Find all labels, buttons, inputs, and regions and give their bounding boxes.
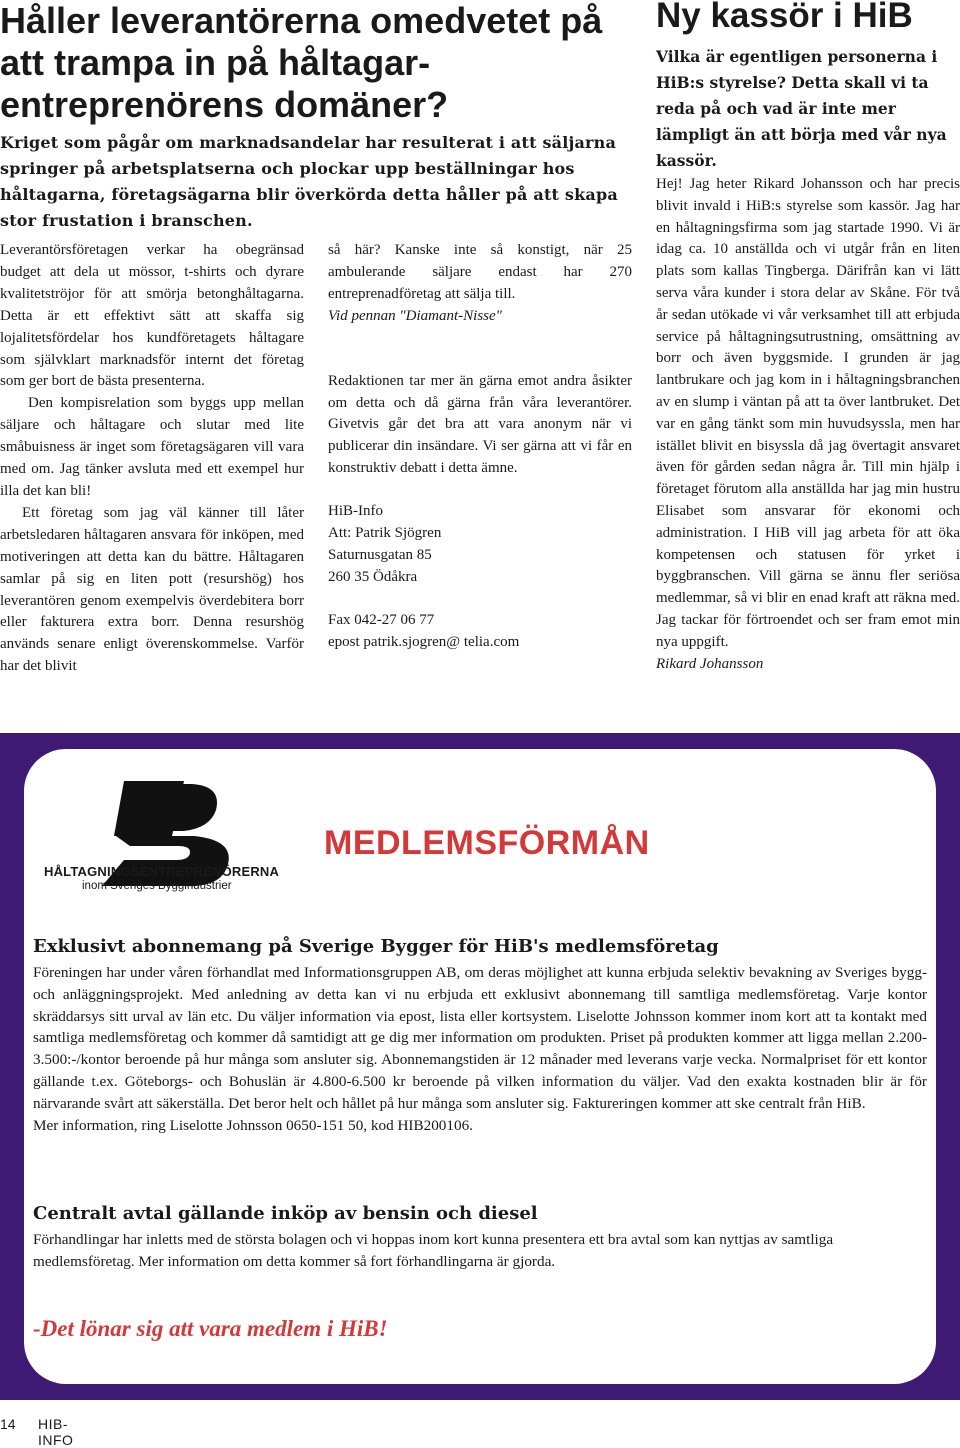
- article-paragraph: Ett företag som jag väl känner till låter arbetsledaren håltagaren ansvara för inköpen, med motiveringen att detta kan du bättre. Håltagaren samlar på sig en liten pott (resurshög) hos leverantören genom exempelvis överdebitera borr eller fakturera extra borr. Denna resurshög används senare enligt överenskommelse. Varför har det blivit: [0, 504, 304, 675]
- article-headline: Håller leverantörerna omedvetet på att trampa in på håltagar-entreprenörens domäner?: [0, 0, 603, 125]
- article-paragraph: Den kompisrelation som byggs upp mellan säljare och håltagare och slutar med lite småbuisness är inget som företagsägaren vill vara med om. Jag tänker avsluta med ett exempel hur illa det kan bli!: [0, 395, 304, 499]
- benefit-paragraph: Förhandlingar har inletts med de största bolagen och vi hoppas inom kort kunna presentera ett bra avtal som kan nyttjas av samtliga medlemsföretag. Mer information om detta kommer så fort förhandlingarna är gjorda.: [33, 1231, 834, 1270]
- address-line: Saturnusgatan 85: [328, 546, 432, 563]
- benefit-body: [33, 962, 927, 1136]
- address-line: 260 35 Ödåkra: [328, 568, 418, 585]
- postal-address: [328, 501, 632, 589]
- article-column-1: [0, 240, 304, 678]
- benefit-contact: Mer information, ring Liselotte Johnsson 0650-151 50, kod HIB200106.: [33, 1116, 473, 1134]
- profile-signature: Rikard Johansson: [656, 655, 764, 672]
- address-line: HiB-Info: [328, 503, 383, 520]
- logo-subtitle: inom Sveriges Byggindustrier: [82, 880, 232, 892]
- profile-lead: Vilka är egentligen personerna i HiB:s styrelse? Detta skall vi ta reda på och vad är inte mer lämpligt än att börja med vår nya kassör.: [656, 47, 947, 170]
- article-paragraph: Leverantörsföretagen verkar ha obegränsad budget att dela ut mössor, t-shirts och dyrare kvalitetströjor för att smörja betonghåltagarna. Detta är ett effektivt sätt att skaffa sig lojalitetsfördelar hos kundföretagets håltagare som självklart marknadsför internt det företag som ger bort de bästa presenterna.: [0, 242, 304, 390]
- benefit-heading: Centralt avtal gällande inköp av bensin och diesel: [33, 1203, 538, 1224]
- profile-body: [656, 174, 960, 675]
- article-paragraph: så här? Kanske inte så konstigt, när 25 ambulerande säljare endast har 270 entreprenadföretag att sälja till.: [328, 242, 632, 302]
- address-line: Att: Patrik Sjögren: [328, 525, 442, 542]
- profile-title: Ny kassör i HiB: [656, 0, 913, 35]
- editorial-note: Redaktionen tar mer än gärna emot andra åsikter om detta och då gärna från våra leverantörer. Givetvis går det bra att vara anonym när vi publicerar din insändare. Vi ser gärna att vi får en konstruktiv debatt i detta ämne.: [328, 372, 632, 477]
- benefit-paragraph: Föreningen har under våren förhandlat med Informationsgruppen AB, om deras möjlighet att kunna erbjuda selektiv bevakning av Sveriges bygg- och anläggningsprojekt. Med anledning av detta kan vi nu erbjuda ett exklusivt abonnemang till samtliga medlemsföretag. Varje kontor skräddarsys sitt urval av län etc. Du väljer information via epost, lista eller kortsystem. Liselotte Johnsson kommer inom kort att ta kontakt med samtliga medlemsföretag och kommer då samtidigt att ge dig mer information om produkten. Priset på produkten kommer att ligga mellan 2.200-3.500:-/kontor beroende på hur många som ansluter sig. Abonnemangstiden är 12 månader med leverans varje vecka. Normalpriset för ett kontor gällande t.ex. Göteborgs- och Bohuslän är 4.800-6.500 kr beroende på vilken information du väljer. Vad den exakta kostnaden blir är för närvarande svårt att säkerställa. Det beror helt och hållet på hur många som ansluter sig. Faktureringen kommer att ske centralt från HiB.: [33, 964, 927, 1112]
- member-slogan: -Det lönar sig att vara medlem i HiB!: [33, 1316, 388, 1341]
- member-benefit-title: MEDLEMSFÖRMÅN: [324, 824, 650, 862]
- profile-paragraph: Hej! Jag heter Rikard Johansson och har precis blivit invald i HiB:s styrelse som kassör. Jag har en håltagningsfirma som jag startade 1990. Vi är idag ca. 10 anställda och vi utgår från en liten plats som kallas Tingberga. Därifrån kan vi lätt serva våra kunder i stora delar av Skåne. För två år sedan utökade vi vår verksamhet till att erbjuda service på håltagningsutrustning, omsättning av borr och även byggsmide. I grunden är jag lantbrukare och jag kom in i håltagningsbranchen av en slump i väntan på att ta över lantbruket. Det var en gång tänkt som min huvudsyssla, men har istället blivit en bisyssla då jag övertagit ansvaret även för gården sedan några år. Till min hjälp i företaget förutom alla anställda har jag min hustru Elisabet som ansvarar för ekonomi och administration. I HiB vill jag arbeta för att öka kompetensen och statusen för yrket i byggbranschen. Vill gärna se ännu fler seriösa medlemmar, så vi blir en enad kraft att räkna med. Jag tackar för förtroendet och ser fram emot min nya uppgift.: [656, 176, 960, 650]
- publication-name: HIB-INFO: [38, 1416, 74, 1448]
- author-signature: Vid pennan "Diamant-Nisse": [328, 307, 502, 324]
- benefit-heading: Exklusivt abonnemang på Sverige Bygger för HiB's medlemsföretag: [33, 936, 719, 957]
- email-address: epost patrik.sjogren@ telia.com: [328, 633, 520, 650]
- logo-organization-name: HÅLTAGNINGSENTREPRENÖRERNA: [44, 864, 280, 879]
- page-number: 14: [0, 1416, 16, 1432]
- article-lead: Kriget som pågår om marknadsandelar har resulterat i att säljarna springer på arbetsplatserna och plockar upp beställningar hos håltagarna, företagsägarna blir överkörda detta håller på att skapa stor frustation i branschen.: [0, 133, 618, 230]
- article-column-2: [328, 240, 632, 654]
- fax-number: Fax 042-27 06 77: [328, 611, 435, 628]
